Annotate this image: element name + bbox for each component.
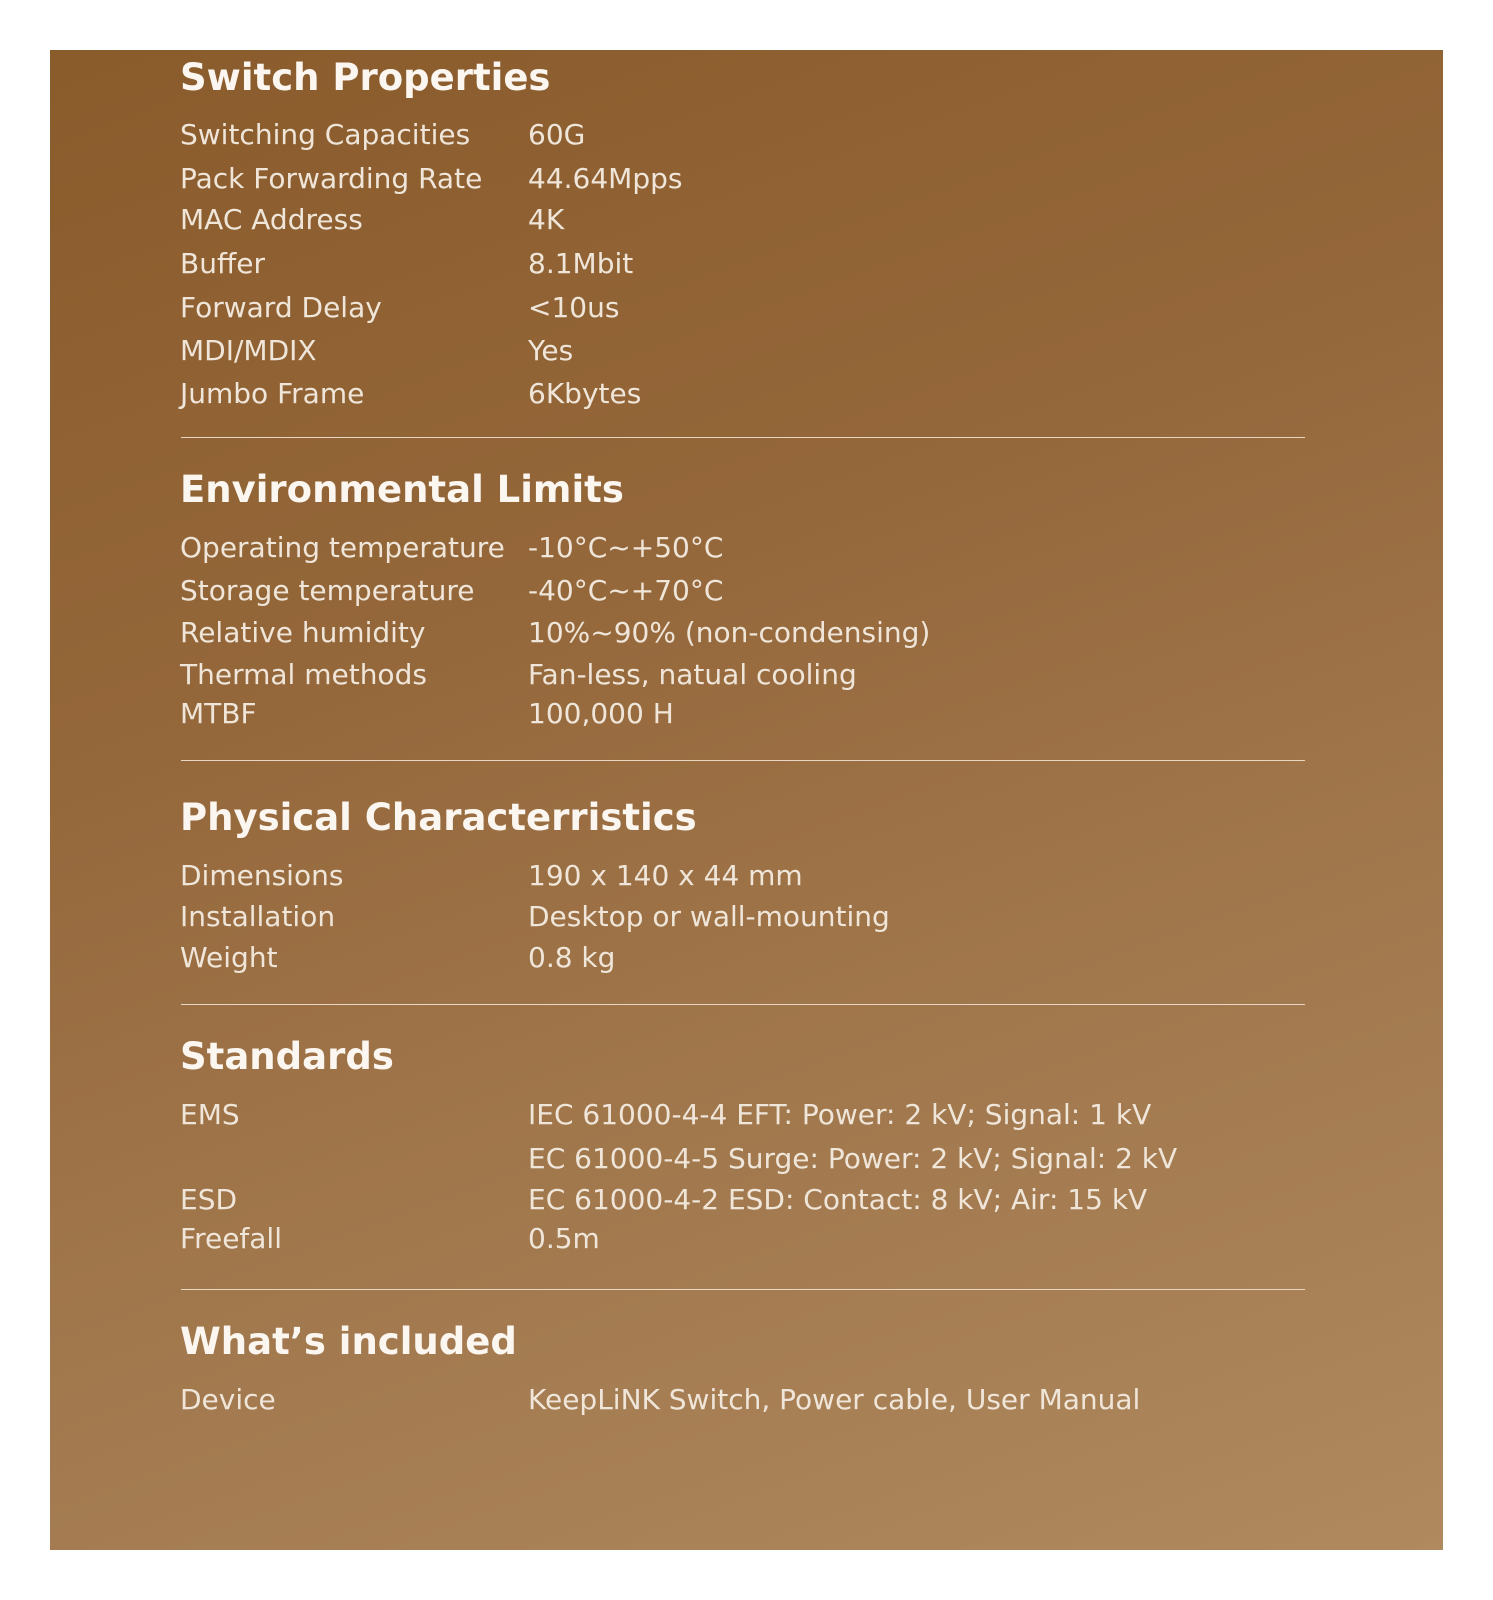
spec-label: Device bbox=[180, 1383, 276, 1416]
spec-label: Freefall bbox=[180, 1222, 282, 1255]
section-title-standards: Standards bbox=[180, 1035, 394, 1078]
spec-value: 0.8 kg bbox=[528, 941, 616, 974]
spec-value: Desktop or wall-mounting bbox=[528, 900, 890, 933]
spec-label: MDI/MDIX bbox=[180, 334, 317, 367]
spec-value: 8.1Mbit bbox=[528, 247, 634, 280]
spec-label: Switching Capacities bbox=[180, 118, 471, 151]
spec-label: Operating temperature bbox=[180, 531, 505, 564]
spec-value: EC 61000-4-5 Surge: Power: 2 kV; Signal: 2 kV bbox=[528, 1142, 1178, 1175]
spec-label: EMS bbox=[180, 1098, 240, 1131]
spec-label: Buffer bbox=[180, 247, 265, 280]
spec-label: Pack Forwarding Rate bbox=[180, 162, 483, 195]
spec-label: Forward Delay bbox=[180, 291, 382, 324]
spec-value: IEC 61000-4-4 EFT: Power: 2 kV; Signal: 1 kV bbox=[528, 1098, 1152, 1131]
spec-value: EC 61000-4-2 ESD: Contact: 8 kV; Air: 15 kV bbox=[528, 1183, 1148, 1216]
spec-label: Installation bbox=[180, 900, 336, 933]
spec-label: Thermal methods bbox=[180, 658, 427, 691]
spec-value: 100,000 H bbox=[528, 697, 674, 730]
spec-value: 6Kbytes bbox=[528, 377, 642, 410]
spec-value: KeepLiNK Switch, Power cable, User Manual bbox=[528, 1383, 1141, 1416]
spec-value: <10us bbox=[528, 291, 620, 324]
spec-label: Storage temperature bbox=[180, 574, 475, 607]
spec-label: ESD bbox=[180, 1183, 238, 1216]
section-title-physical-characteristics: Physical Characterristics bbox=[180, 796, 697, 839]
spec-value: -40°C~+70°C bbox=[528, 574, 724, 607]
section-divider bbox=[181, 760, 1305, 761]
spec-label: Weight bbox=[180, 941, 278, 974]
spec-label: MAC Address bbox=[180, 203, 363, 236]
section-title-whats-included: What’s included bbox=[180, 1320, 517, 1363]
section-divider bbox=[181, 1289, 1305, 1290]
section-title-switch-properties: Switch Properties bbox=[180, 56, 551, 99]
spec-label: Relative humidity bbox=[180, 616, 426, 649]
spec-value: Yes bbox=[528, 334, 574, 367]
spec-value: 44.64Mpps bbox=[528, 162, 683, 195]
section-title-environmental-limits: Environmental Limits bbox=[180, 468, 624, 511]
section-divider bbox=[181, 437, 1305, 438]
spec-value: Fan-less, natual cooling bbox=[528, 658, 857, 691]
spec-label: MTBF bbox=[180, 697, 257, 730]
section-divider bbox=[181, 1004, 1305, 1005]
spec-value: 190 x 140 x 44 mm bbox=[528, 859, 803, 892]
spec-label: Dimensions bbox=[180, 859, 344, 892]
spec-value: -10°C~+50°C bbox=[528, 531, 724, 564]
spec-value: 4K bbox=[528, 203, 565, 236]
spec-value: 10%~90% (non-condensing) bbox=[528, 616, 931, 649]
spec-value: 60G bbox=[528, 118, 586, 151]
spec-value: 0.5m bbox=[528, 1222, 600, 1255]
spec-label: Jumbo Frame bbox=[180, 377, 365, 410]
